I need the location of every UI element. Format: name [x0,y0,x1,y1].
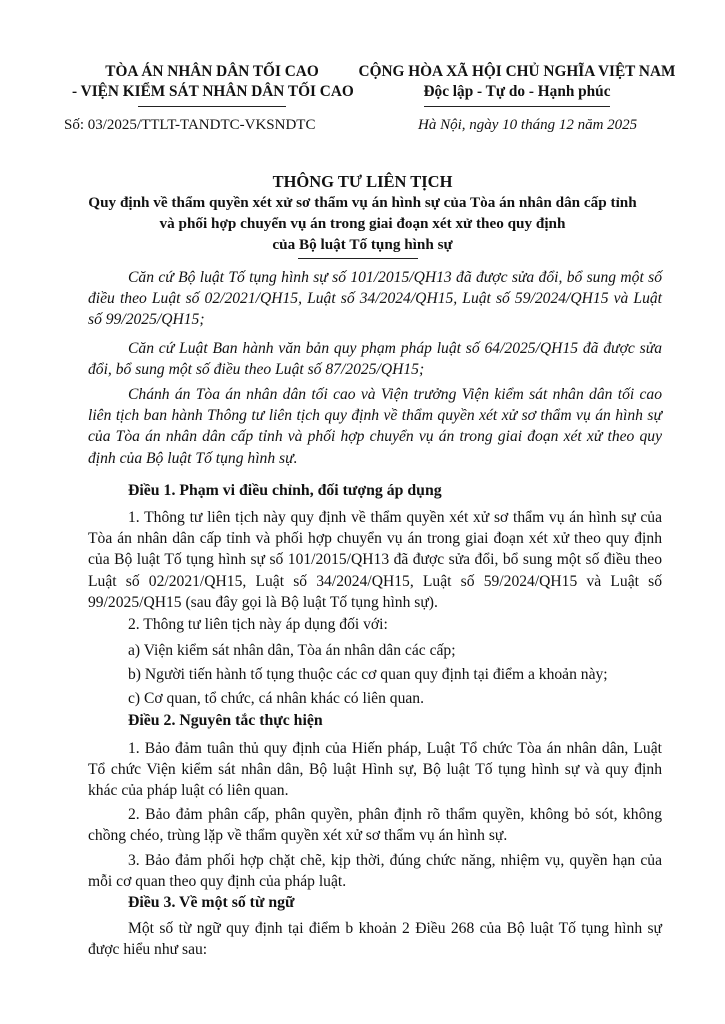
article-2-clause-3: 3. Bảo đảm phối hợp chặt chẽ, kịp thời, đúng chức năng, nhiệm vụ, quyền hạn của mỗi cơ quan theo quy định của pháp luật. [88,852,662,891]
issuer-line-2: - VIỆN KIỂM SÁT NHÂN DÂN TỐI CAO [72,83,354,100]
document-number: Số: 03/2025/TTLT-TANDTC-VKSNDTC [64,117,316,133]
document-title: THÔNG TƯ LIÊN TỊCH [272,172,453,191]
nation-title: CỘNG HÒA XÃ HỘI CHỦ NGHĨA VIỆT NAM [358,63,676,80]
preamble-paragraph: Căn cứ Bộ luật Tố tụng hình sự số 101/2015/QH13 đã được sửa đổi, bổ sung một số điều theo Luật số 02/2021/QH15, Luật số 34/2024/QH15, Luật số 59/2024/QH15 và Luật số 99/2025/QH15; [88,269,662,329]
article-1-point-c: c) Cơ quan, tổ chức, cá nhân khác có liên quan. [128,690,424,707]
title-subtitle-line-3: của Bộ luật Tố tụng hình sự [272,236,453,253]
title-subtitle-line-1: Quy định về thẩm quyền xét xử sơ thẩm vụ án hình sự của Tòa án nhân dân cấp tỉnh [88,194,637,211]
article-1-point-b: b) Người tiến hành tố tụng thuộc các cơ quan quy định tại điểm a khoản này; [128,666,608,683]
title-subtitle-line-2: và phối hợp chuyển vụ án trong giai đoạn xét xử theo quy định [159,215,566,232]
preamble-paragraph: Chánh án Tòa án nhân dân tối cao và Viện trưởng Viện kiểm sát nhân dân tối cao liên tịch ban hành Thông tư liên tịch quy định về thẩm quyền xét xử sơ thẩm vụ án hình sự của Tòa án nhân dân cấp tỉnh và phối hợp chuyển vụ án trong giai đoạn xét xử theo quy định của Bộ luật Tố tụng hình sự. [88,386,662,467]
issuer-underline [138,106,286,107]
issuer-line-1: TÒA ÁN NHÂN DÂN TỐI CAO [105,63,319,80]
article-2-clause-1: 1. Bảo đảm tuân thủ quy định của Hiến pháp, Luật Tổ chức Tòa án nhân dân, Luật Tổ chức Viện kiểm sát nhân dân, Bộ luật Hình sự, Bộ luật Tố tụng hình sự và quy định khác của pháp luật có liên quan. [88,740,662,800]
preamble-paragraph: Căn cứ Luật Ban hành văn bản quy phạm pháp luật số 64/2025/QH15 đã được sửa đổi, bổ sung một số điều theo Luật số 87/2025/QH15; [88,340,662,379]
place-date: Hà Nội, ngày 10 tháng 12 năm 2025 [418,117,638,133]
article-3-heading: Điều 3. Về một số từ ngữ [128,894,295,911]
title-underline [298,258,418,259]
nation-motto: Độc lập - Tự do - Hạnh phúc [423,83,611,100]
article-1-point-a: a) Viện kiểm sát nhân dân, Tòa án nhân dân các cấp; [128,642,456,659]
article-2-clause-2: 2. Bảo đảm phân cấp, phân quyền, phân định rõ thẩm quyền, không bỏ sót, không chồng chéo, trùng lặp về thẩm quyền xét xử sơ thẩm vụ án hình sự. [88,806,662,845]
article-1-clause-2: 2. Thông tư liên tịch này áp dụng đối với: [128,616,388,633]
article-2-heading: Điều 2. Nguyên tắc thực hiện [128,712,323,729]
article-3-intro: Một số từ ngữ quy định tại điểm b khoản 2 Điều 268 của Bộ luật Tố tụng hình sự được hiểu như sau: [88,920,662,959]
article-1-heading: Điều 1. Phạm vi điều chỉnh, đối tượng áp dụng [128,482,442,499]
article-1-clause-1: 1. Thông tư liên tịch này quy định về thẩm quyền xét xử sơ thẩm vụ án hình sự của Tòa án nhân dân cấp tỉnh và phối hợp chuyển vụ án trong giai đoạn xét xử theo quy định của Bộ luật Tố tụng hình sự số 101/2015/QH13 đã được sửa đổi, bổ sung một số điều theo Luật số 02/2021/QH15, Luật số 34/2024/QH15, Luật số 59/2024/QH15 và Luật số 99/2025/QH15 (sau đây gọi là Bộ luật Tố tụng hình sự). [88,509,662,611]
motto-underline [424,106,610,107]
